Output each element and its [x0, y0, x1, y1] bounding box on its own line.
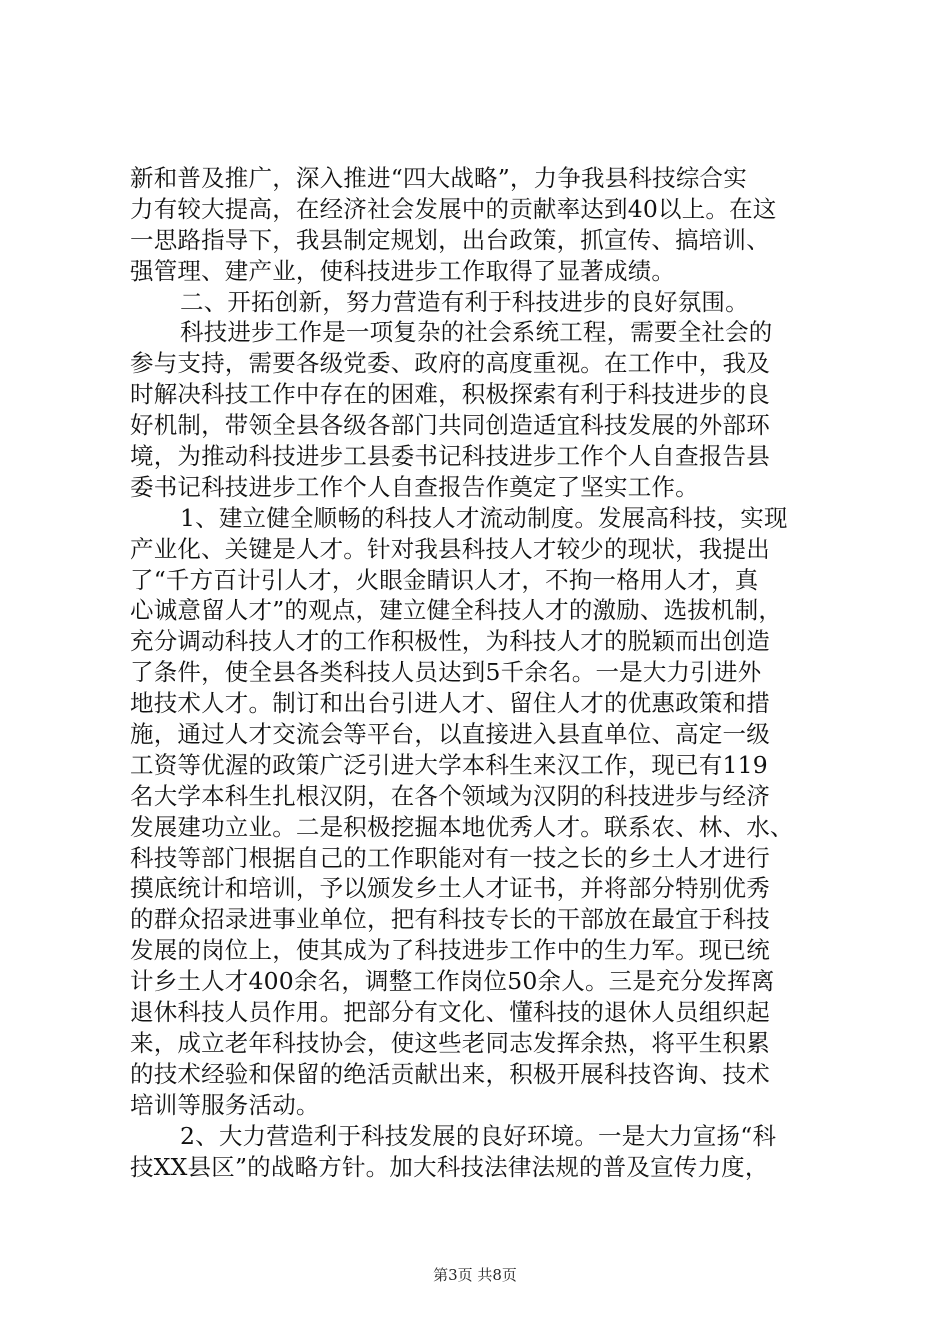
text-line: 施，通过人才交流会等平台，以直接进入县直单位、高定一级: [130, 720, 770, 749]
text-line: 时解决科技工作中存在的困难，积极探索有利于科技进步的良: [130, 380, 770, 409]
text-line: 科技等部门根据自己的工作职能对有一技之长的乡土人才进行: [130, 843, 770, 872]
text-line: 2、大力营造利于科技发展的良好环境。一是大力宣扬“科: [180, 1121, 777, 1150]
text-line: 一思路指导下，我县制定规划，出台政策，抓宣传、搞培训、: [130, 225, 770, 254]
text-line: 新和普及推广，深入推进“四大战略”，力争我县科技综合实: [130, 164, 747, 192]
text-line: 的技术经验和保留的绝活贡献出来，积极开展科技咨询、技术: [130, 1059, 770, 1088]
text-line: 技XX县区”的战略方针。加大科技法律法规的普及宣传力度，: [130, 1152, 769, 1181]
text-line: 境，为推动科技进步工县委书记科技进步工作个人自查报告县: [130, 442, 770, 471]
text-line: 工资等优渥的政策广泛引进大学本科生来汉工作，现已有119: [130, 750, 768, 779]
text-line: 了条件，使全县各类科技人员达到5千余名。一是大力引进外: [130, 658, 762, 687]
text-line: 二、开拓创新，努力营造有利于科技进步的良好氛围。: [180, 287, 749, 316]
text-line: 参与支持，需要各级党委、政府的高度重视。在工作中，我及: [130, 349, 770, 378]
page-footer: 第3页 共8页: [433, 1266, 517, 1284]
text-line: 的群众招录进事业单位，把有科技专长的干部放在最宜于科技: [130, 905, 770, 934]
text-line: 1、建立健全顺畅的科技人才流动制度。发展高科技，实现: [180, 503, 788, 532]
text-line: 了“千方百计引人才，火眼金睛识人才，不拘一格用人才，真: [130, 565, 759, 594]
text-line: 科技进步工作是一项复杂的社会系统工程，需要全社会的: [180, 318, 773, 347]
text-line: 退休科技人员作用。把部分有文化、懂科技的退休人员组织起: [130, 998, 770, 1027]
text-line: 培训等服务活动。: [130, 1090, 320, 1119]
text-line: 发展建功立业。二是积极挖掘本地优秀人才。联系农、林、水、: [130, 812, 794, 841]
document-body: [130, 163, 830, 1182]
text-line: 委书记科技进步工作个人自查报告作奠定了坚实工作。: [130, 472, 699, 501]
text-line: 名大学本科生扎根汉阴，在各个领域为汉阴的科技进步与经济: [130, 781, 770, 810]
text-line: 充分调动科技人才的工作积极性，为科技人才的脱颖而出创造: [130, 627, 770, 656]
text-line: 地技术人才。制订和出台引进人才、留住人才的优惠政策和措: [130, 689, 770, 718]
text-line: 发展的岗位上，使其成为了科技进步工作中的生力军。现已统: [130, 936, 770, 965]
text-line: 力有较大提高，在经济社会发展中的贡献率达到40以上。在这: [130, 194, 777, 223]
text-line: 产业化、关键是人才。针对我县科技人才较少的现状，我提出: [130, 534, 770, 563]
text-line: 好机制，带领全县各级各部门共同创造适宜科技发展的外部环: [130, 411, 770, 440]
text-line: 摸底统计和培训，予以颁发乡土人才证书，并将部分特别优秀: [130, 874, 770, 903]
text-line: 计乡土人才400余名，调整工作岗位50余人。三是充分发挥离: [130, 967, 775, 996]
text-line: 强管理、建产业，使科技进步工作取得了显著成绩。: [130, 256, 676, 285]
text-line: 来，成立老年科技协会，使这些老同志发挥余热，将平生积累: [130, 1028, 770, 1057]
text-line: 心诚意留人才”的观点，建立健全科技人才的激励、选拔机制，: [130, 596, 783, 625]
